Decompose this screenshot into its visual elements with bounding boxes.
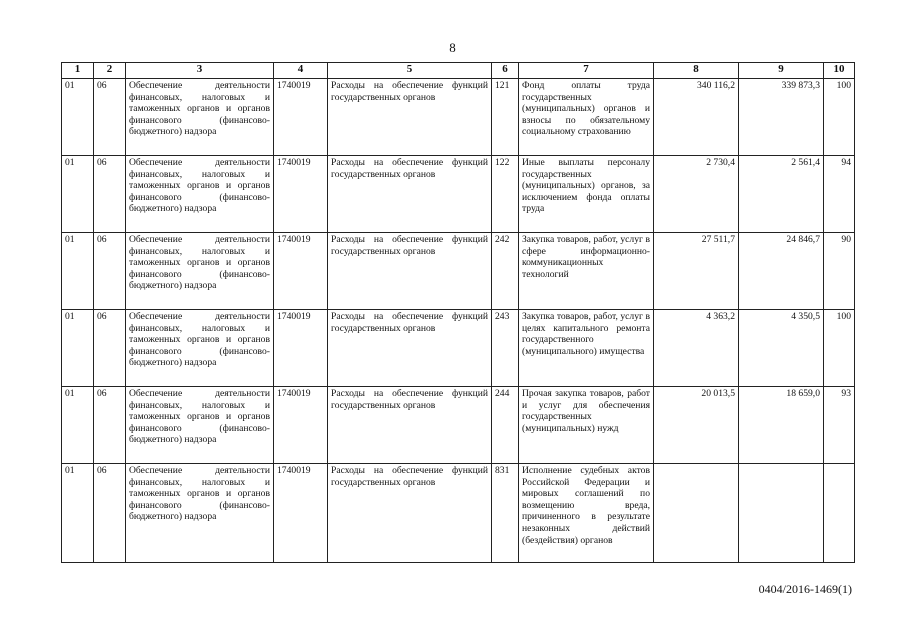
table-row [62, 310, 855, 387]
target-article-code: 1740019 [274, 387, 328, 464]
target-article-name: Расходы на обеспечение функций государственных органов [328, 79, 492, 156]
planned-amount: 27 511,7 [654, 233, 739, 310]
planned-amount: 340 116,2 [654, 79, 739, 156]
col-header-8: 8 [654, 63, 739, 79]
target-article-name: Расходы на обеспечение функций государственных органов [328, 233, 492, 310]
planned-amount: 20 013,5 [654, 387, 739, 464]
table-row [62, 156, 855, 233]
expense-type-name: Прочая закупка товаров, работ и услуг для обеспечения государственных (муниципальных) нужд [519, 387, 654, 464]
col-header-3: 3 [126, 63, 274, 79]
table-header-row [62, 63, 855, 79]
execution-percent: 100 [824, 79, 855, 156]
executed-amount: 24 846,7 [739, 233, 824, 310]
target-article-code: 1740019 [274, 79, 328, 156]
execution-percent: 90 [824, 233, 855, 310]
expense-type-name: Закупка товаров, работ, услуг в сфере информационно-коммуникационных технологий [519, 233, 654, 310]
subsection-name: Обеспечение деятельности финансовых, налоговых и таможенных органов и органов финансового (финансово-бюджетного) надзора [126, 387, 274, 464]
col-header-9: 9 [739, 63, 824, 79]
executed-amount: 2 561,4 [739, 156, 824, 233]
expense-type-name: Закупка товаров, работ, услуг в целях капитального ремонта государственного (муниципального) имущества [519, 310, 654, 387]
execution-percent [824, 464, 855, 563]
subsection-name: Обеспечение деятельности финансовых, налоговых и таможенных органов и органов финансового (финансово-бюджетного) надзора [126, 233, 274, 310]
execution-percent: 93 [824, 387, 855, 464]
execution-percent: 100 [824, 310, 855, 387]
page-number: 8 [449, 40, 456, 55]
target-article-name: Расходы на обеспечение функций государственных органов [328, 387, 492, 464]
col-header-2: 2 [94, 63, 126, 79]
execution-percent: 94 [824, 156, 855, 233]
target-article-name: Расходы на обеспечение функций государственных органов [328, 156, 492, 233]
col-header-7: 7 [519, 63, 654, 79]
planned-amount: 2 730,4 [654, 156, 739, 233]
subsection-code: 06 [94, 156, 126, 233]
subsection-code: 06 [94, 79, 126, 156]
expense-type-code: 831 [492, 464, 519, 563]
section-code: 01 [62, 233, 94, 310]
col-header-4: 4 [274, 63, 328, 79]
section-code: 01 [62, 156, 94, 233]
table-row [62, 233, 855, 310]
subsection-name: Обеспечение деятельности финансовых, налоговых и таможенных органов и органов финансового (финансово-бюджетного) надзора [126, 310, 274, 387]
target-article-code: 1740019 [274, 464, 328, 563]
section-code: 01 [62, 387, 94, 464]
section-code: 01 [62, 79, 94, 156]
document-code: 0404/2016-1469(1) [758, 582, 852, 596]
expense-type-code: 244 [492, 387, 519, 464]
target-article-code: 1740019 [274, 156, 328, 233]
subsection-name: Обеспечение деятельности финансовых, налоговых и таможенных органов и органов финансового (финансово-бюджетного) надзора [126, 464, 274, 563]
target-article-code: 1740019 [274, 310, 328, 387]
executed-amount: 4 350,5 [739, 310, 824, 387]
expense-type-name: Исполнение судебных актов Российской Федерации и мировых соглашений по возмещению вреда, причиненного в результате незаконных действий (бездействия) органов [519, 464, 654, 563]
expense-type-code: 242 [492, 233, 519, 310]
subsection-name: Обеспечение деятельности финансовых, налоговых и таможенных органов и органов финансового (финансово-бюджетного) надзора [126, 79, 274, 156]
expense-type-name: Иные выплаты персоналу государственных (муниципальных) органов, за исключением фонда оплаты труда [519, 156, 654, 233]
executed-amount: 339 873,3 [739, 79, 824, 156]
planned-amount: 4 363,2 [654, 310, 739, 387]
table-row [62, 79, 855, 156]
col-header-1: 1 [62, 63, 94, 79]
subsection-code: 06 [94, 387, 126, 464]
planned-amount [654, 464, 739, 563]
target-article-name: Расходы на обеспечение функций государственных органов [328, 464, 492, 563]
table-row [62, 387, 855, 464]
col-header-6: 6 [492, 63, 519, 79]
budget-execution-table [61, 62, 855, 563]
expense-type-code: 243 [492, 310, 519, 387]
section-code: 01 [62, 310, 94, 387]
section-code: 01 [62, 464, 94, 563]
expense-type-code: 121 [492, 79, 519, 156]
col-header-10: 10 [824, 63, 855, 79]
expense-type-name: Фонд оплаты труда государственных (муниципальных) органов и взносы по обязательному социальному страхованию [519, 79, 654, 156]
subsection-code: 06 [94, 464, 126, 563]
col-header-5: 5 [328, 63, 492, 79]
target-article-code: 1740019 [274, 233, 328, 310]
executed-amount: 18 659,0 [739, 387, 824, 464]
subsection-code: 06 [94, 310, 126, 387]
subsection-code: 06 [94, 233, 126, 310]
executed-amount [739, 464, 824, 563]
expense-type-code: 122 [492, 156, 519, 233]
target-article-name: Расходы на обеспечение функций государственных органов [328, 310, 492, 387]
subsection-name: Обеспечение деятельности финансовых, налоговых и таможенных органов и органов финансового (финансово-бюджетного) надзора [126, 156, 274, 233]
table-row [62, 464, 855, 563]
